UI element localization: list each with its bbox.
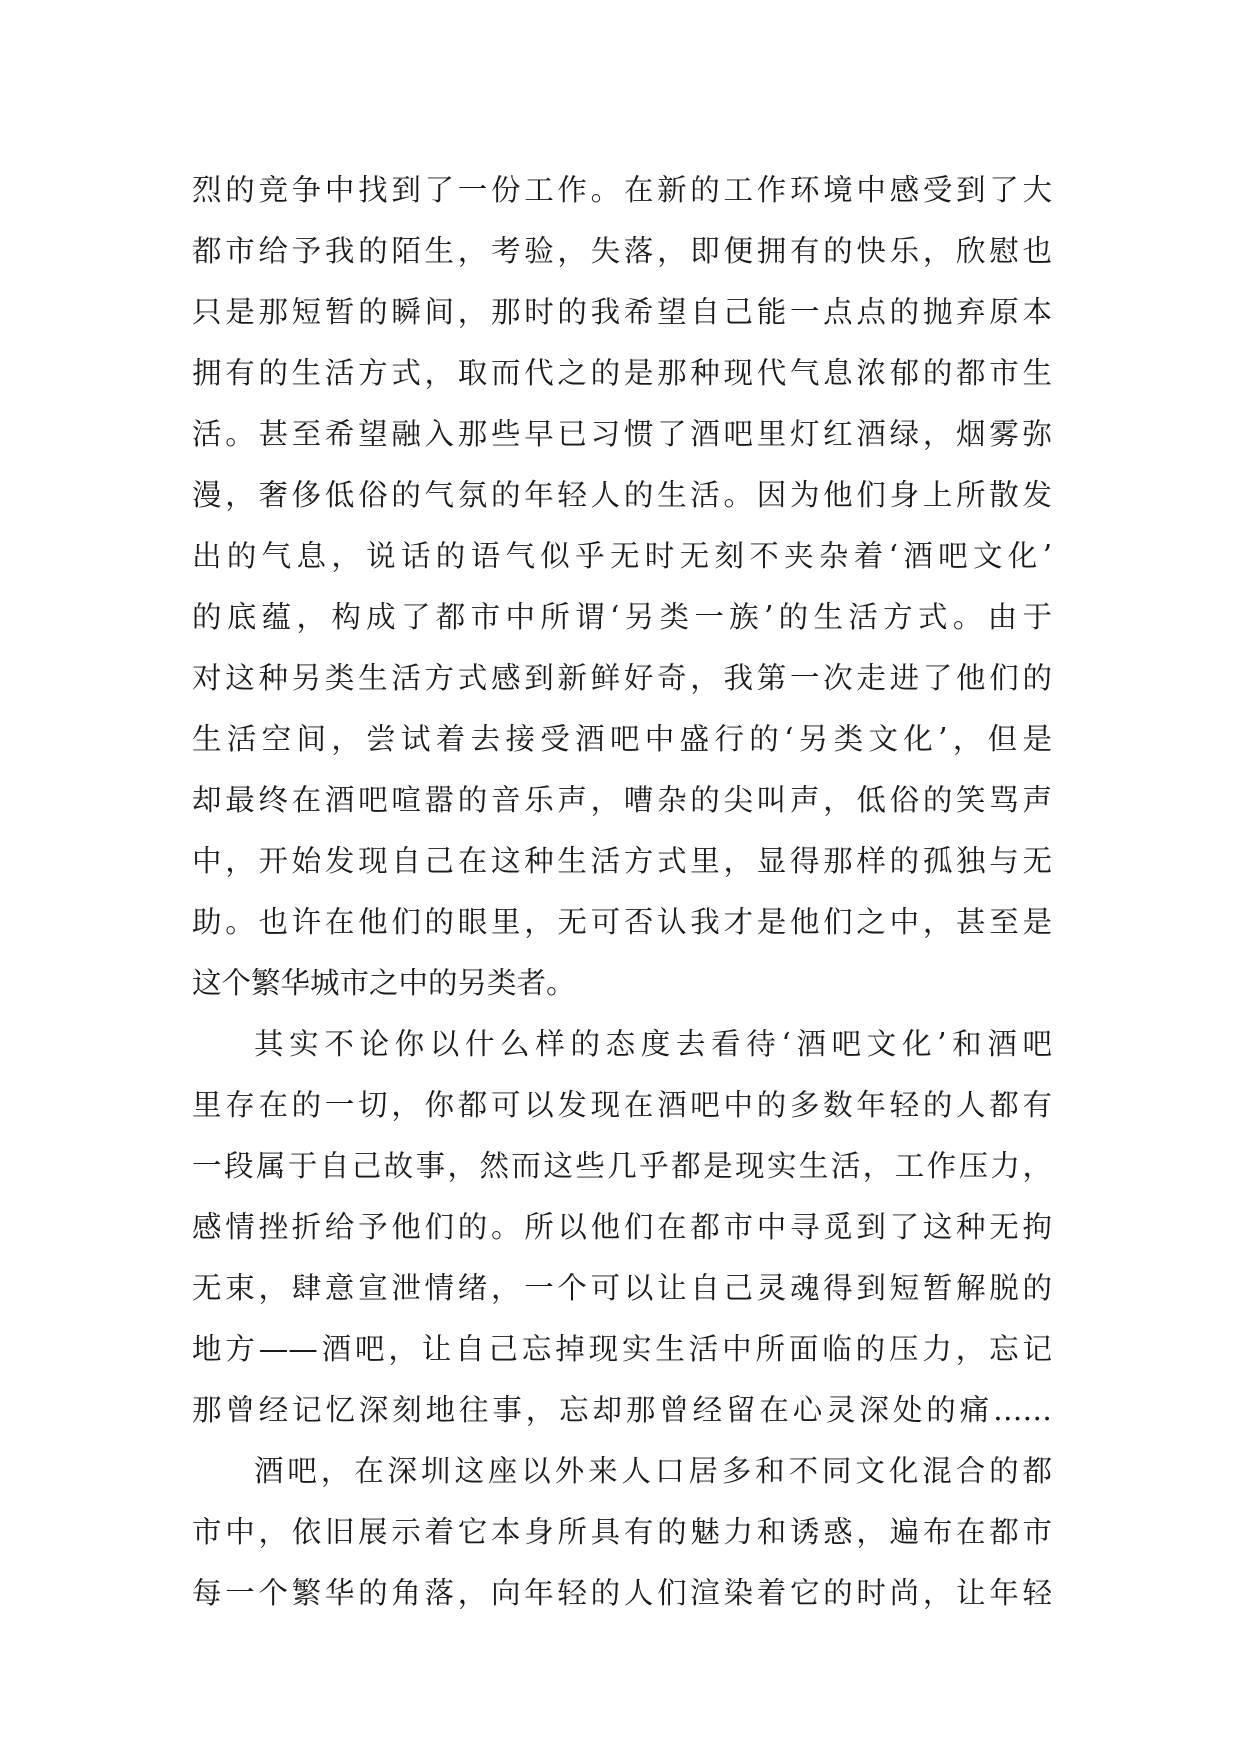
text-line: 都市给予我的陌生，考验，失落，即便拥有的快乐，欣慰也 [192,234,1052,268]
text-line: 出的气息，说话的语气似乎无时无刻不夹杂着‘酒吧文化’ [192,539,1052,573]
text-line: 酒吧，在深圳这座以外来人口居多和不同文化混合的都 [254,1454,1052,1488]
text-line: 拥有的生活方式，取而代之的是那种现代气息浓郁的都市生 [192,356,1052,390]
text-line: 市中，依旧展示着它本身所具有的魅力和诱惑，遍布在都市 [192,1515,1052,1549]
paragraph-1 [192,160,1052,1014]
document-body [192,160,1052,1624]
text-line: 中，开始发现自己在这种生活方式里，显得那样的孤独与无 [192,844,1052,878]
text-line: 一段属于自己故事，然而这些几乎都是现实生活，工作压力， [192,1149,1052,1183]
text-line: 的底蕴，构成了都市中所谓‘另类一族’的生活方式。由于 [192,600,1052,634]
text-line: 那曾经记忆深刻地往事，忘却那曾经留在心灵深处的痛…… [192,1393,1052,1427]
text-line: 感情挫折给予他们的。所以他们在都市中寻觅到了这种无拘 [192,1210,1052,1244]
text-line: 却最终在酒吧喧嚣的音乐声，嘈杂的尖叫声，低俗的笑骂声 [192,783,1052,817]
paragraph-3 [192,1441,1052,1624]
paragraph-2 [192,1014,1052,1441]
text-line: 只是那短暂的瞬间，那时的我希望自己能一点点的抛弃原本 [192,295,1052,329]
text-line: 生活空间，尝试着去接受酒吧中盛行的‘另类文化’，但是 [192,722,1052,756]
text-line: 地方——酒吧，让自己忘掉现实生活中所面临的压力，忘记 [192,1332,1052,1366]
text-line: 其实不论你以什么样的态度去看待‘酒吧文化’和酒吧 [254,1027,1052,1061]
text-line: 活。甚至希望融入那些早已习惯了酒吧里灯红酒绿，烟雾弥 [192,417,1052,451]
text-line: 漫，奢侈低俗的气氛的年轻人的生活。因为他们身上所散发 [192,478,1052,512]
text-line: 助。也许在他们的眼里，无可否认我才是他们之中，甚至是 [192,905,1052,939]
text-line: 无束，肆意宣泄情绪，一个可以让自己灵魂得到短暂解脱的 [192,1271,1052,1305]
text-line: 里存在的一切，你都可以发现在酒吧中的多数年轻的人都有 [192,1088,1052,1122]
text-line: 烈的竞争中找到了一份工作。在新的工作环境中感受到了大 [192,173,1052,207]
text-line: 每一个繁华的角落，向年轻的人们渲染着它的时尚，让年轻 [192,1576,1052,1610]
text-line: 对这种另类生活方式感到新鲜好奇，我第一次走进了他们的 [192,661,1052,695]
text-line: 这个繁华城市之中的另类者。 [192,966,576,1000]
